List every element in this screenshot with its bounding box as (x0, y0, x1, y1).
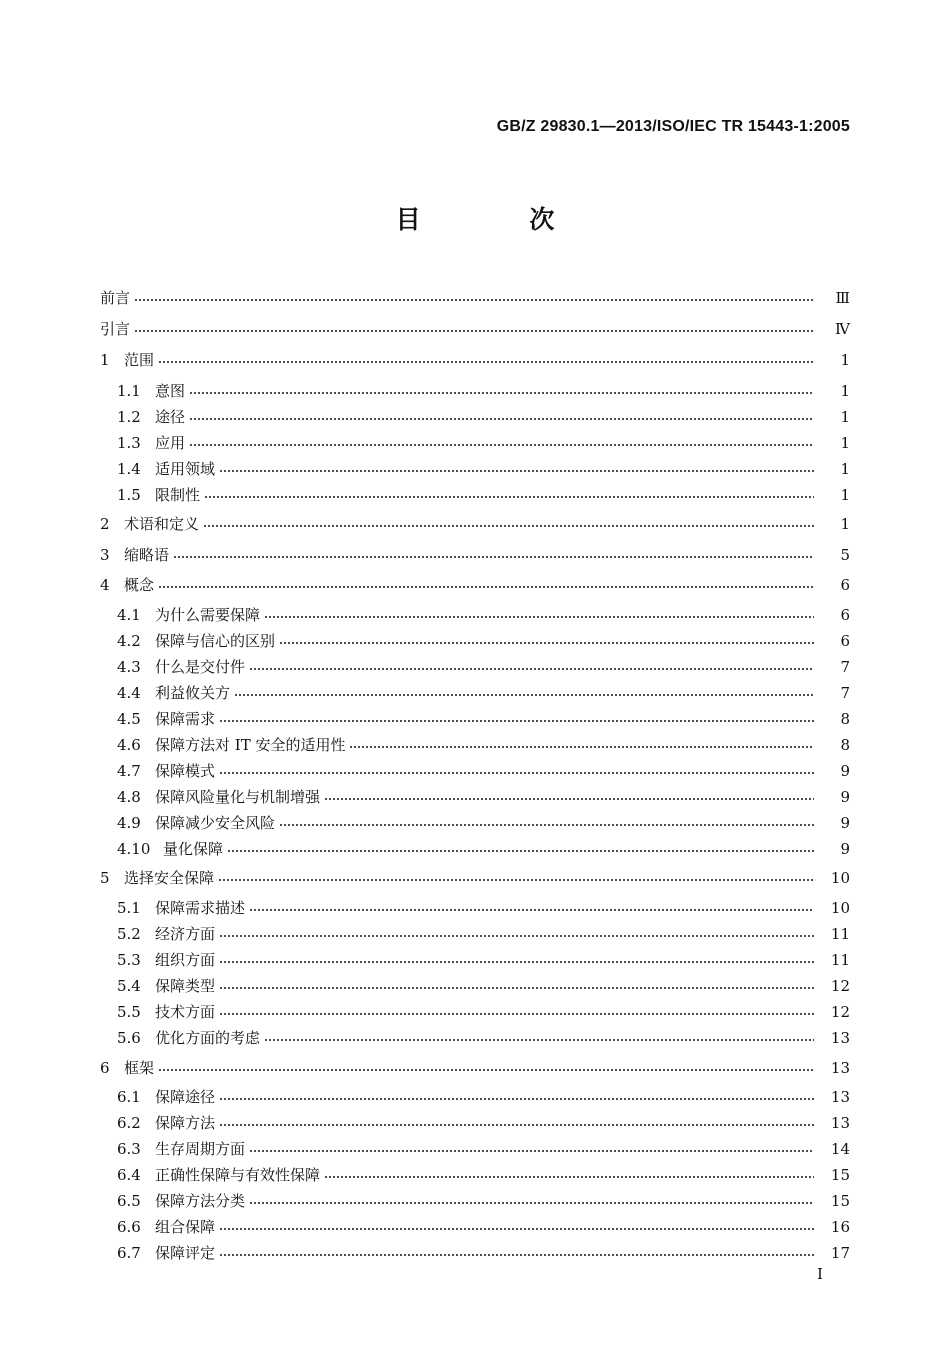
dot-leader (219, 720, 814, 722)
toc-entry-number: 4.10 (117, 840, 151, 858)
toc-entry-label: 应用 (155, 434, 186, 452)
toc-entry-label: 利益攸关方 (155, 684, 231, 702)
toc-entry-page: 14 (830, 1140, 850, 1158)
toc-entry-page: 11 (830, 925, 850, 943)
toc-entry-number: 4.9 (117, 814, 141, 832)
toc-entry-page: 13 (830, 1114, 850, 1132)
toc-entry-page: 1 (840, 515, 850, 533)
toc-entry-number: 5.5 (117, 1003, 141, 1021)
dot-leader (134, 330, 814, 332)
dot-leader (219, 987, 814, 989)
toc-entry-label: 保障方法 (155, 1114, 216, 1132)
toc-entry-number: 3 (100, 546, 110, 564)
toc-entry-number: 5.6 (117, 1029, 141, 1047)
toc-entry-number: 6 (100, 1059, 110, 1077)
toc-entry-label: 限制性 (155, 486, 201, 504)
dot-leader (219, 772, 814, 774)
toc-entry-number: 4.1 (117, 606, 141, 624)
toc-entry[interactable] (100, 573, 850, 597)
toc-entry[interactable] (100, 543, 850, 567)
toc-entry-label: 保障方法对 IT 安全的适用性 (155, 736, 346, 754)
toc-entry-page: 7 (840, 658, 850, 676)
toc-entry[interactable] (117, 1241, 850, 1265)
toc-entry-number: 1.4 (117, 460, 141, 478)
toc-entry-label: 正确性保障与有效性保障 (155, 1166, 321, 1184)
toc-entry-page: 9 (840, 814, 850, 832)
toc-entry-page: 6 (840, 632, 850, 650)
toc-entry-page: 1 (840, 408, 850, 426)
toc-entry-number: 6.6 (117, 1218, 141, 1236)
toc-entry[interactable] (117, 785, 850, 809)
toc-entry-number: 4.7 (117, 762, 141, 780)
toc-entry-number: 5 (100, 869, 110, 887)
toc-entry-page: 9 (840, 840, 850, 858)
toc-entry[interactable] (117, 457, 850, 481)
dot-leader (264, 616, 814, 618)
toc-entry-page: 1 (840, 382, 850, 400)
dot-leader (249, 1150, 814, 1152)
toc-entry-page: 7 (840, 684, 850, 702)
toc-entry-page: 10 (830, 899, 850, 917)
toc-entry-label: 概念 (124, 576, 155, 594)
dot-leader (158, 586, 814, 588)
toc-entry-page: 8 (840, 736, 850, 754)
toc-entry[interactable] (117, 948, 850, 972)
toc-entry-label: 保障评定 (155, 1244, 216, 1262)
toc-entry[interactable] (117, 483, 850, 507)
toc-entry-page: 13 (830, 1088, 850, 1106)
page-title: 目 次 (395, 205, 605, 234)
dot-leader (219, 1254, 814, 1256)
toc-entry[interactable] (117, 1137, 850, 1161)
toc-entry-number: 4 (100, 576, 110, 594)
toc-entry-label: 前言 (100, 289, 131, 307)
toc-entry-number: 5.3 (117, 951, 141, 969)
toc-entry-number: 5.1 (117, 899, 141, 917)
toc-entry[interactable] (117, 1026, 850, 1050)
toc-entry-label: 保障风险量化与机制增强 (155, 788, 321, 806)
toc-entry-page: 5 (840, 546, 850, 564)
toc-entry-label: 优化方面的考虑 (155, 1029, 261, 1047)
toc-entry-label: 保障需求 (155, 710, 216, 728)
toc-entry-number: 1.2 (117, 408, 141, 426)
toc-entry-label: 为什么需要保障 (155, 606, 261, 624)
toc-entry-label: 范围 (124, 351, 155, 369)
toc-entry[interactable] (117, 629, 850, 653)
dot-leader (349, 746, 814, 748)
toc-entry-number: 6.5 (117, 1192, 141, 1210)
toc-entry-label: 意图 (155, 382, 186, 400)
dot-leader (218, 879, 814, 881)
toc-entry[interactable] (117, 974, 850, 998)
toc-entry-label: 保障需求描述 (155, 899, 246, 917)
toc-entry[interactable] (117, 811, 850, 835)
dot-leader (189, 392, 814, 394)
toc-entry-page: 11 (830, 951, 850, 969)
toc-entry-number: 1.5 (117, 486, 141, 504)
toc-entry[interactable] (117, 405, 850, 429)
toc-entry-page: 1 (840, 486, 850, 504)
toc-entry[interactable] (117, 896, 850, 920)
dot-leader (219, 1013, 814, 1015)
toc-entry[interactable] (117, 379, 850, 403)
page-number: I (817, 1265, 823, 1283)
toc-entry-label: 技术方面 (155, 1003, 216, 1021)
toc-entry[interactable] (100, 286, 850, 310)
toc-entry[interactable] (117, 707, 850, 731)
dot-leader (279, 824, 814, 826)
dot-leader (249, 1202, 814, 1204)
toc-entry-label: 量化保障 (163, 840, 224, 858)
dot-leader (234, 694, 814, 696)
toc-entry-page: 15 (830, 1192, 850, 1210)
dot-leader (219, 470, 814, 472)
toc-entry-page: 1 (840, 351, 850, 369)
toc-entry-label: 术语和定义 (124, 515, 200, 533)
dot-leader (158, 1069, 814, 1071)
toc-entry-label: 缩略语 (124, 546, 170, 564)
toc-entry-label: 生存周期方面 (155, 1140, 246, 1158)
toc-entry[interactable] (117, 1111, 850, 1135)
dot-leader (219, 1098, 814, 1100)
toc-entry-number: 6.2 (117, 1114, 141, 1132)
dot-leader (227, 850, 814, 852)
toc-entry-number: 1.3 (117, 434, 141, 452)
toc-entry-number: 4.8 (117, 788, 141, 806)
toc-entry[interactable] (117, 603, 850, 627)
toc-entry-label: 组织方面 (155, 951, 216, 969)
dot-leader (219, 935, 814, 937)
dot-leader (249, 909, 814, 911)
toc-entry-label: 框架 (124, 1059, 155, 1077)
toc-entry-label: 适用领域 (155, 460, 216, 478)
toc-entry-page: 1 (840, 460, 850, 478)
toc-entry-number: 4.3 (117, 658, 141, 676)
dot-leader (134, 299, 814, 301)
toc-entry[interactable] (117, 655, 850, 679)
dot-leader (324, 1176, 814, 1178)
dot-leader (204, 496, 814, 498)
toc-entry-page: 15 (830, 1166, 850, 1184)
toc-entry-page: 13 (830, 1059, 850, 1077)
toc-entry-page: 12 (830, 1003, 850, 1021)
dot-leader (324, 798, 814, 800)
toc-entry[interactable] (117, 431, 850, 455)
toc-entry-label: 引言 (100, 320, 131, 338)
toc-entry-label: 保障途径 (155, 1088, 216, 1106)
toc-entry-page: 17 (830, 1244, 850, 1262)
toc-entry-label: 保障与信心的区别 (155, 632, 276, 650)
toc-entry-page: Ⅳ (835, 320, 850, 338)
toc-entry-number: 6.1 (117, 1088, 141, 1106)
dot-leader (249, 668, 814, 670)
toc-entry-number: 4.4 (117, 684, 141, 702)
dot-leader (203, 525, 814, 527)
toc-entry[interactable] (117, 1163, 850, 1187)
toc-entry-page: 13 (830, 1029, 850, 1047)
toc-entry[interactable] (100, 317, 850, 341)
toc-entry-number: 6.3 (117, 1140, 141, 1158)
toc-entry[interactable] (100, 1056, 850, 1080)
dot-leader (173, 556, 814, 558)
toc-entry-page: 16 (830, 1218, 850, 1236)
toc-entry-label: 经济方面 (155, 925, 216, 943)
dot-leader (264, 1039, 814, 1041)
toc-entry-number: 4.6 (117, 736, 141, 754)
toc-entry[interactable] (117, 1215, 850, 1239)
dot-leader (189, 418, 814, 420)
toc-entry-page: Ⅲ (835, 289, 850, 307)
toc-entry-page: 10 (830, 869, 850, 887)
toc-entry-number: 5.2 (117, 925, 141, 943)
dot-leader (219, 1124, 814, 1126)
toc-entry-number: 4.2 (117, 632, 141, 650)
toc-entry-label: 保障减少安全风险 (155, 814, 276, 832)
toc-entry[interactable] (117, 681, 850, 705)
toc-entry-number: 6.7 (117, 1244, 141, 1262)
dot-leader (189, 444, 814, 446)
toc-entry-number: 5.4 (117, 977, 141, 995)
toc-entry-page: 8 (840, 710, 850, 728)
toc-entry-number: 1.1 (117, 382, 141, 400)
toc-entry-label: 什么是交付件 (155, 658, 246, 676)
toc-entry[interactable] (117, 1085, 850, 1109)
toc-entry[interactable] (117, 759, 850, 783)
toc-entry-page: 9 (840, 762, 850, 780)
toc-entry-page: 1 (840, 434, 850, 452)
dot-leader (219, 1228, 814, 1230)
toc-entry-label: 保障类型 (155, 977, 216, 995)
toc-entry-label: 组合保障 (155, 1218, 216, 1236)
toc-entry[interactable] (117, 1000, 850, 1024)
dot-leader (279, 642, 814, 644)
toc-entry[interactable] (100, 866, 850, 890)
standard-code: GB/Z 29830.1—2013/ISO/IEC TR 15443-1:2005 (496, 118, 850, 135)
dot-leader (158, 361, 814, 363)
toc-entry[interactable] (117, 1189, 850, 1213)
toc-entry[interactable] (117, 922, 850, 946)
toc-entry-number: 1 (100, 351, 110, 369)
toc-entry-page: 9 (840, 788, 850, 806)
toc-entry-page: 6 (840, 606, 850, 624)
toc-entry[interactable] (117, 837, 850, 861)
toc-entry-page: 6 (840, 576, 850, 594)
toc-entry-number: 2 (100, 515, 110, 533)
toc-entry[interactable] (100, 512, 850, 536)
toc-entry-label: 保障方法分类 (155, 1192, 246, 1210)
toc-entry[interactable] (117, 733, 850, 757)
toc-entry-number: 4.5 (117, 710, 141, 728)
toc-entry-label: 途径 (155, 408, 186, 426)
toc-entry-page: 12 (830, 977, 850, 995)
dot-leader (219, 961, 814, 963)
toc-entry-label: 保障模式 (155, 762, 216, 780)
toc-entry-number: 6.4 (117, 1166, 141, 1184)
toc-entry-label: 选择安全保障 (124, 869, 215, 887)
toc-entry[interactable] (100, 348, 850, 372)
